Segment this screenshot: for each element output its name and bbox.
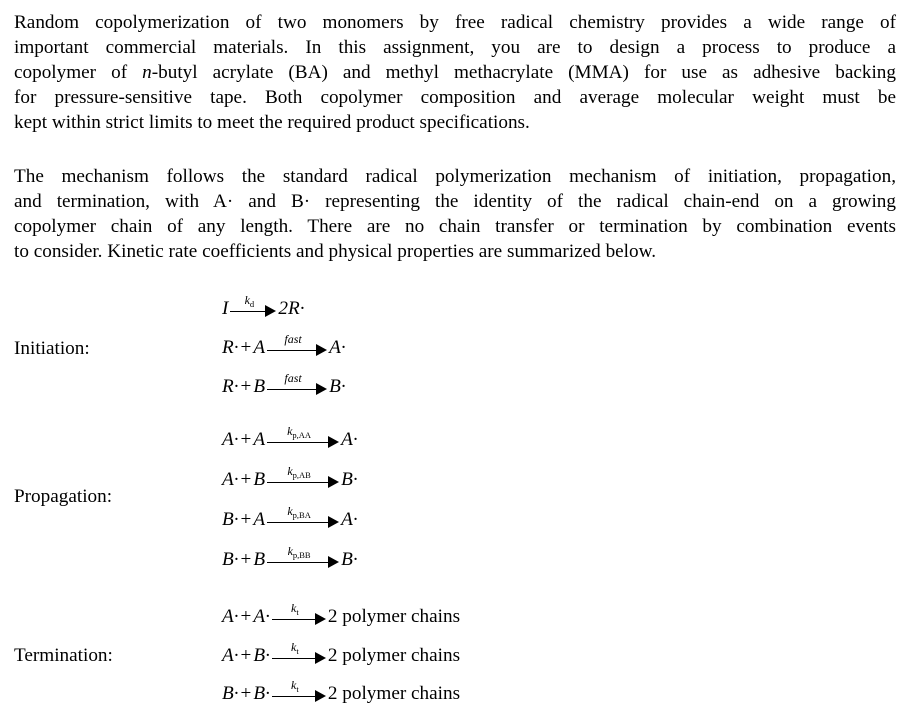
reaction-arrow-icon — [267, 543, 339, 571]
species: B — [253, 549, 266, 570]
product: B· — [329, 376, 346, 397]
plus-sign: + — [240, 429, 252, 450]
species: A· — [222, 429, 239, 450]
reaction-row — [222, 292, 305, 322]
species: R· — [222, 337, 239, 358]
species: B· — [222, 509, 239, 530]
reaction-arrow-icon — [267, 370, 327, 398]
reaction-row — [222, 370, 346, 400]
rate-constant: $k_{p,AB}$ — [287, 463, 311, 480]
rate-constant: $k_t$ — [291, 677, 299, 694]
species: B· — [222, 683, 239, 704]
plus-sign: + — [240, 549, 252, 570]
intro-paragraph — [14, 10, 896, 135]
species: A· — [222, 469, 239, 490]
species: A — [253, 337, 266, 358]
species: A· — [222, 645, 239, 666]
mechanism-line: to consider. Kinetic rate coefficients and physical properties are summarized below. — [14, 241, 657, 262]
intro-line: important commercial materials. In this assignment, you are to design a process to produce a — [14, 37, 896, 58]
reaction-arrow-icon — [230, 292, 276, 320]
reaction-arrow-icon — [272, 600, 326, 628]
plus-sign: + — [240, 509, 252, 530]
mechanism-line: The mechanism follows the standard radical polymerization mechanism of initiation, propagation, — [14, 166, 896, 187]
species: A· — [253, 606, 270, 627]
intro-line: for pressure-sensitive tape. Both copolymer composition and average molecular weight must be — [14, 87, 896, 108]
reaction-row — [222, 331, 346, 361]
reaction-arrow-icon — [267, 423, 339, 451]
reaction-row — [222, 600, 461, 630]
species: B — [253, 469, 266, 490]
product: A· — [341, 429, 358, 450]
propagation-label: Propagation: — [14, 486, 113, 507]
plus-sign: + — [240, 469, 252, 490]
mechanism-line: copolymer chain of any length. There are no chain transfer or termination by combination events — [14, 216, 896, 237]
species: B — [253, 376, 266, 397]
product: B· — [341, 549, 358, 570]
mechanism-line: and termination, with A· and B· representing the identity of the radical chain-end on a growing — [14, 191, 896, 212]
reaction-arrow-icon — [267, 331, 327, 359]
product: 2 polymer chains — [327, 683, 461, 704]
species: R· — [222, 376, 239, 397]
reaction-row — [222, 543, 358, 573]
rate-constant: $k_{p,AA}$ — [287, 423, 312, 440]
rate-constant: $k_{p,BA}$ — [287, 503, 311, 520]
reaction-row — [222, 503, 358, 533]
plus-sign: + — [240, 606, 252, 627]
species: B· — [253, 645, 270, 666]
product: 2R· — [278, 298, 305, 319]
termination-label: Termination: — [14, 645, 113, 666]
rate-constant: fast — [284, 331, 302, 346]
intro-line: kept within strict limits to meet the required product specifications. — [14, 112, 530, 133]
reaction-arrow-icon — [272, 639, 326, 667]
rate-constant: $k_t$ — [291, 600, 299, 617]
mechanism-paragraph — [14, 164, 896, 264]
plus-sign: + — [240, 376, 252, 397]
species: I — [222, 298, 229, 319]
reaction-arrow-icon — [267, 463, 339, 491]
reaction-arrow-icon — [267, 503, 339, 531]
plus-sign: + — [240, 645, 252, 666]
initiation-label: Initiation: — [14, 338, 90, 359]
rate-constant: $k_t$ — [291, 639, 299, 656]
species: B· — [222, 549, 239, 570]
rate-constant: $k_{p,BB}$ — [287, 543, 311, 560]
species: A — [253, 509, 266, 530]
reaction-row — [222, 677, 461, 707]
species: A — [253, 429, 266, 450]
rate-constant: $k_d$ — [244, 292, 255, 309]
product: B· — [341, 469, 358, 490]
intro-line: Random copolymerization of two monomers by free radical chemistry provides a wide range of — [14, 12, 896, 33]
rate-constant: fast — [284, 370, 302, 385]
reaction-row — [222, 423, 358, 453]
product: 2 polymer chains — [327, 645, 461, 666]
species: B· — [253, 683, 270, 704]
reaction-arrow-icon — [272, 677, 326, 705]
product: 2 polymer chains — [327, 606, 461, 627]
product: A· — [341, 509, 358, 530]
reaction-row — [222, 463, 358, 493]
intro-line: copolymer of n-butyl acrylate (BA) and methyl methacrylate (MMA) for use as adhesive backing — [14, 62, 896, 83]
product: A· — [329, 337, 346, 358]
plus-sign: + — [240, 683, 252, 704]
reaction-row — [222, 639, 461, 669]
species: A· — [222, 606, 239, 627]
plus-sign: + — [240, 337, 252, 358]
